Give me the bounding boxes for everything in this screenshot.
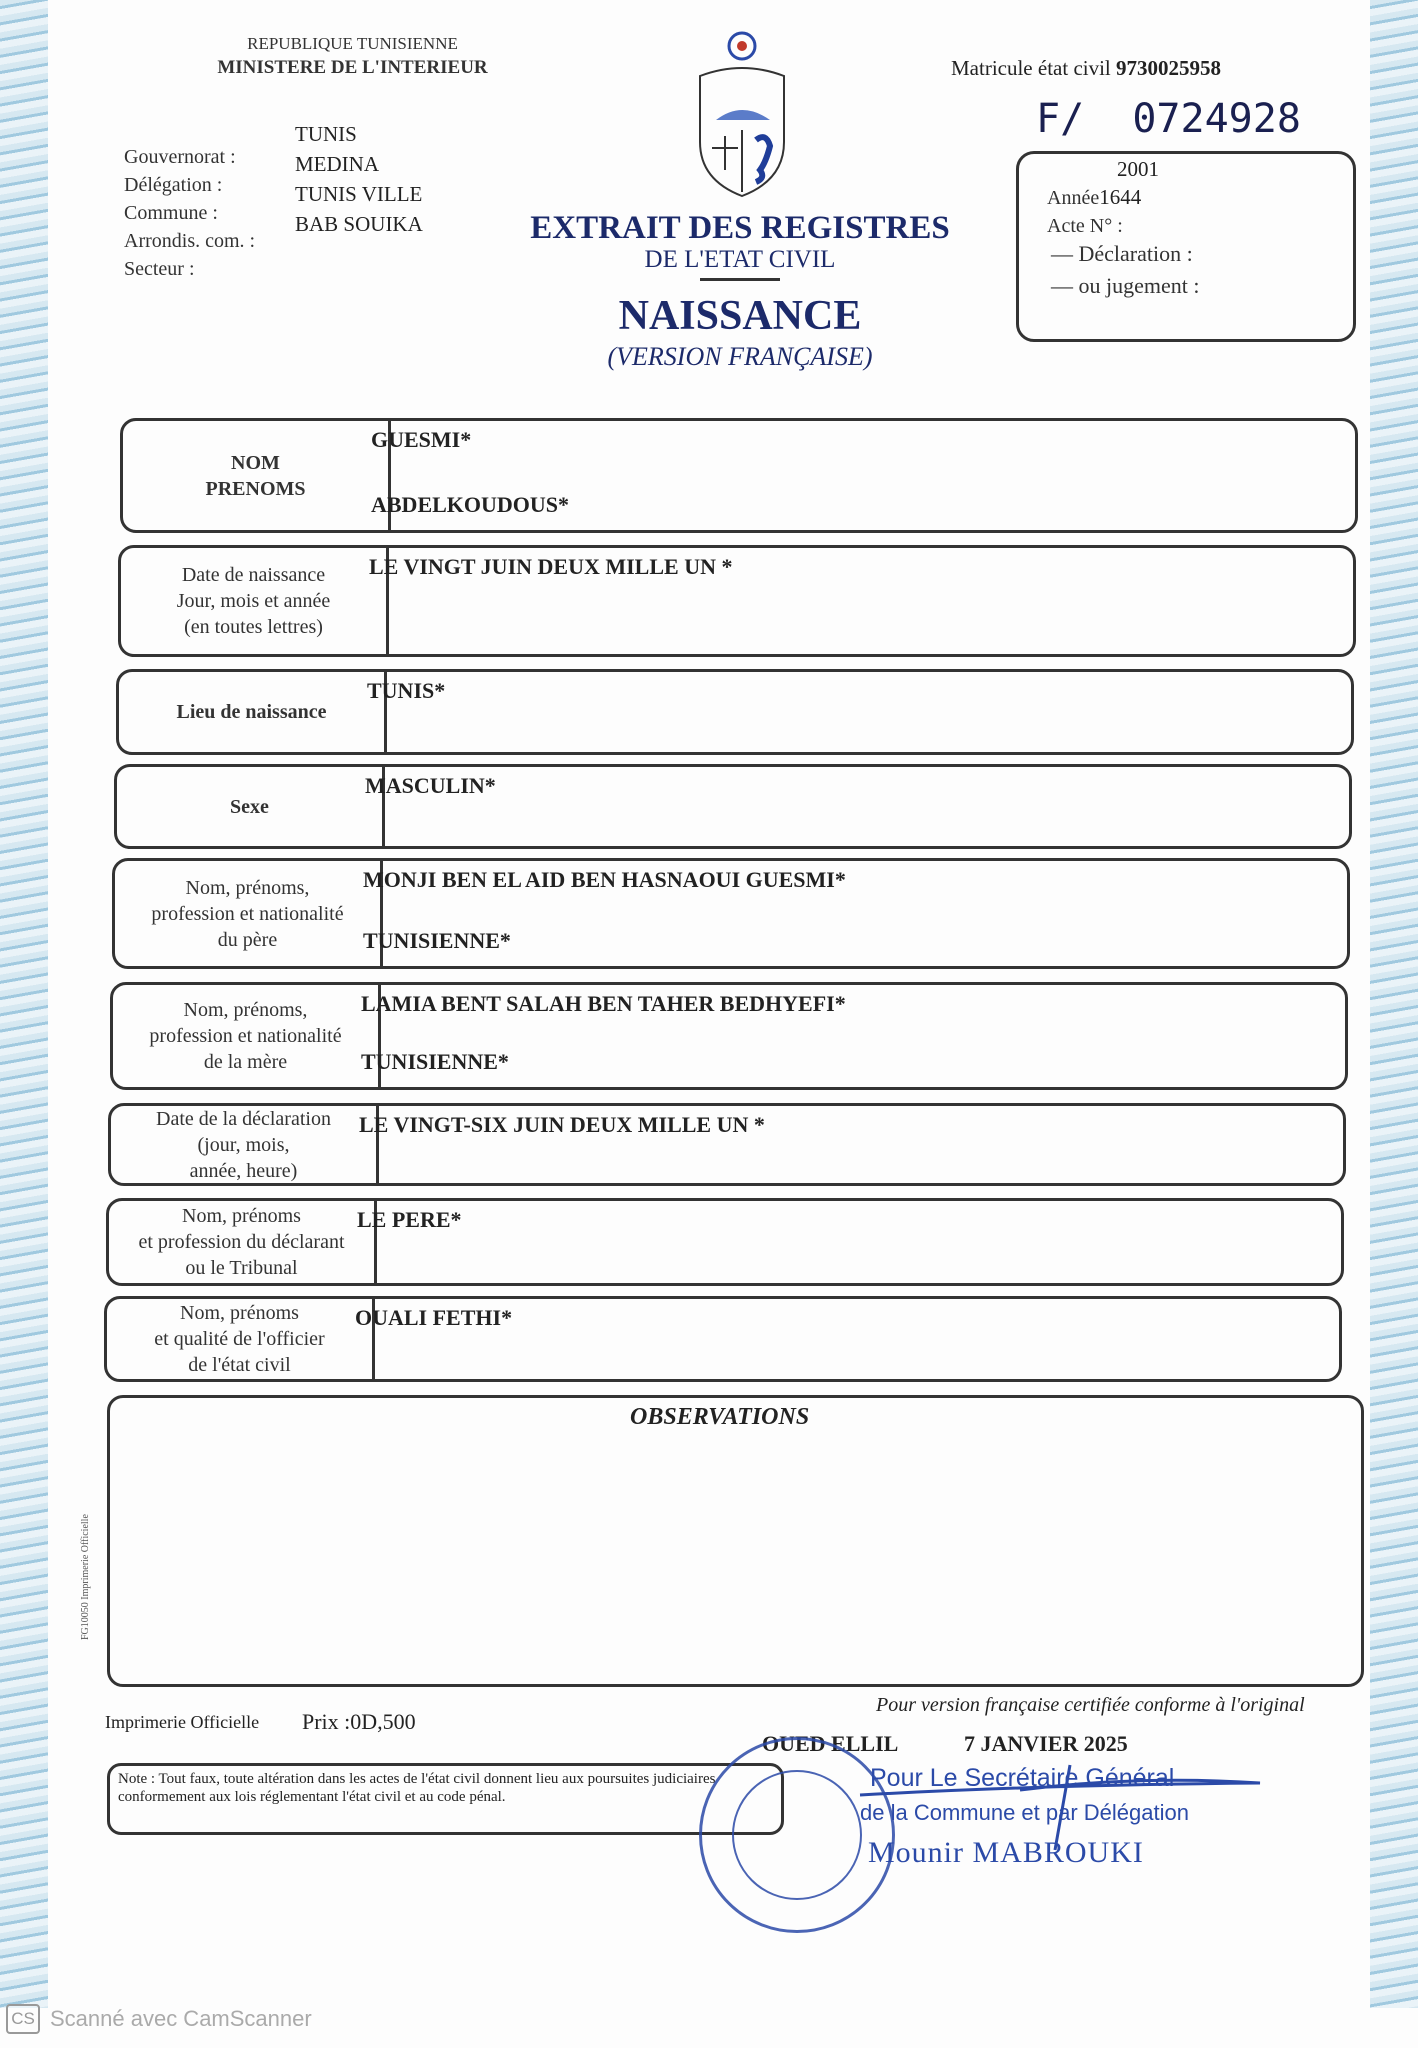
location-labels: Gouvernorat : Délégation : Commune : Arrondis. com. : Secteur : (124, 146, 256, 280)
row-label: Nom, prénoms et profession du déclarant ou le Tribunal (138, 1205, 345, 1279)
row-value: LE VINGT JUIN DEUX MILLE UN * (369, 554, 733, 579)
row-mere (110, 982, 1348, 1090)
row-label: Lieu de naissance (176, 701, 327, 723)
ministry-label: MINISTERE DE L'INTERIEUR (217, 57, 488, 78)
row-date-declaration (108, 1103, 1346, 1186)
price-label: Prix :0D,500 (302, 1709, 416, 1734)
side-print-code: FG10050 Imprimerie Officielle (80, 1514, 91, 1640)
row-value: MONJI BEN EL AID BEN HASNAOUI GUESMI* (363, 867, 846, 892)
row-lieu-naissance (116, 669, 1354, 755)
row-label: Nom, prénoms et qualité de l'officier de l'état civil (154, 1302, 325, 1376)
row-value: LE VINGT-SIX JUIN DEUX MILLE UN * (359, 1112, 765, 1137)
handwritten-signature (840, 1745, 1280, 1855)
row-nom-prenoms (120, 418, 1358, 533)
row-label: Date de naissance Jour, mois et année (en toutes lettres) (176, 564, 331, 638)
row-value-2: TUNISIENNE* (363, 928, 511, 953)
signature-line-3: Mounir MABROUKI (868, 1836, 1144, 1869)
camscanner-logo: CS (6, 2004, 40, 2034)
row-value: LAMIA BENT SALAH BEN TAHER BEDHYEFI* (361, 991, 846, 1016)
title-naissance: NAISSANCE (618, 293, 862, 339)
observations-title: OBSERVATIONS (630, 1404, 810, 1430)
date-label: 7 JANVIER 2025 (964, 1731, 1128, 1756)
note-box: Note : Tout faux, toute altération dans les actes de l'état civil donnent lieu aux poursuites judiciaires conformement aux lois réglementant l'état civil et au code pénal. (107, 1763, 784, 1835)
row-declarant (106, 1198, 1344, 1286)
right-decorative-border (1370, 0, 1418, 2008)
signature-line-1: Pour Le Secrétaire Général (870, 1764, 1175, 1792)
row-label: Nom, prénoms, profession et nationalité du père (151, 876, 344, 951)
printer-label: Imprimerie Officielle (105, 1712, 260, 1732)
camscanner-watermark: Scanné avec CamScanner (50, 2006, 312, 2031)
place-label: OUED ELLIL (762, 1731, 899, 1756)
left-decorative-border (0, 0, 48, 2008)
row-label: Date de la déclaration (jour, mois, année, heure) (156, 1107, 331, 1182)
title-version: (VERSION FRANÇAISE) (607, 342, 873, 371)
row-sexe (114, 764, 1352, 849)
certified-label: Pour version française certifiée conforme à l'original (876, 1694, 1305, 1716)
row-value: OUALI FETHI* (355, 1305, 513, 1330)
location-values: TUNIS MEDINA TUNIS VILLE BAB SOUIKA (295, 122, 423, 236)
row-date-naissance (118, 545, 1356, 657)
row-value: LE PERE* (357, 1207, 462, 1232)
row-label: Sexe (230, 795, 269, 818)
acte-box: 2001 Année1644 Acte N° : — Déclaration : — ou jugement : (1016, 151, 1356, 342)
observations-box (107, 1395, 1364, 1687)
row-label: Nom, prénoms, profession et nationalité de la mère (149, 999, 342, 1073)
serial-number: F/ 0724928 (1036, 96, 1301, 142)
row-value: GUESMI* (371, 427, 472, 452)
title-etat-civil: DE L'ETAT CIVIL (644, 246, 836, 273)
row-value-2: ABDELKOUDOUS* (371, 492, 570, 517)
row-value: TUNIS* (367, 678, 446, 703)
title-extrait: EXTRAIT DES REGISTRES (530, 210, 950, 246)
row-label: NOM PRENOMS (205, 451, 306, 500)
signature-line-2: de la Commune et par Délégation (860, 1800, 1189, 1825)
row-pere (112, 858, 1350, 969)
republic-label: REPUBLIQUE TUNISIENNE (247, 34, 458, 53)
matricule: Matricule état civil 9730025958 (951, 56, 1222, 80)
row-value: MASCULIN* (365, 773, 496, 798)
row-value-2: TUNISIENNE* (361, 1049, 509, 1074)
row-officier (104, 1296, 1342, 1382)
title-divider (700, 278, 780, 281)
tunisia-coat-of-arms-icon (686, 30, 798, 198)
